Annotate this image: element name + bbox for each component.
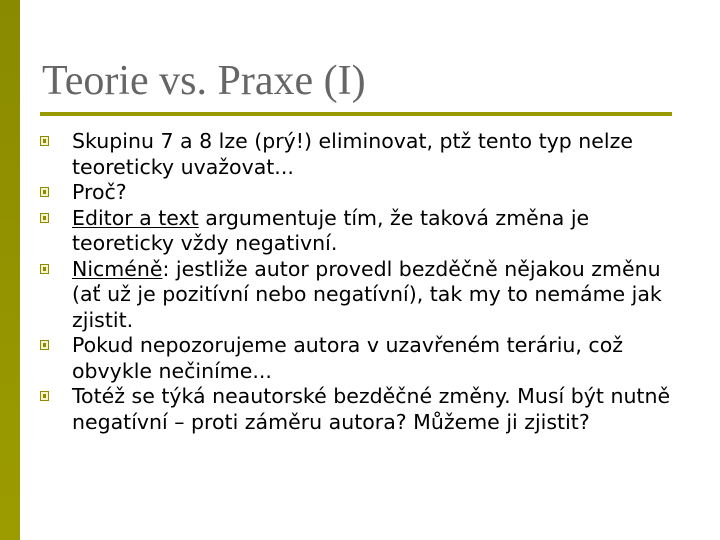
bullet-text: Pokud nepozorujeme autora v uzavřeném teráriu, což obvykle nečiníme...: [72, 333, 624, 383]
square-bullet-icon: [40, 340, 49, 350]
title-underline-rule: [40, 112, 672, 116]
bullet-item: [40, 257, 690, 334]
bullet-item: [40, 129, 690, 180]
slide-title: Teorie vs. Praxe (I): [42, 58, 366, 104]
square-bullet-icon: [40, 136, 49, 146]
bullet-text: Skupinu 7 a 8 lze (prý!) eliminovat, ptž tento typ nelze teoreticky uvažovat...: [72, 129, 633, 179]
left-accent-bar-fill: [0, 0, 20, 540]
bullet-item: [40, 384, 690, 435]
square-bullet-icon: [40, 213, 49, 223]
bullet-text: Proč?: [72, 180, 127, 204]
bullet-item: [40, 333, 690, 384]
bullet-text: argumentuje tím, že taková změna je teoreticky vždy negativní.: [72, 205, 590, 255]
bullet-text: Totéž se týká neautorské bezděčné změny. Musí být nutně negatívní – proti záměru autora? Můžeme ji zjistit?: [72, 384, 671, 434]
bullet-text: : jestliže autor provedl bezděčně nějakou změnu (ať už je pozitívní nebo negatívní), tak my to nemáme jak zjistit.: [72, 256, 662, 332]
bullet-item: [40, 206, 690, 257]
square-bullet-icon: [40, 391, 49, 401]
left-accent-bar: [0, 0, 20, 540]
bullet-item: [40, 180, 690, 206]
bullet-underlined-lead: Nicméně: [72, 256, 163, 281]
bullet-list: [40, 129, 690, 435]
bullet-underlined-lead: Editor a text: [72, 205, 199, 230]
square-bullet-icon: [40, 187, 49, 197]
square-bullet-icon: [40, 264, 49, 274]
